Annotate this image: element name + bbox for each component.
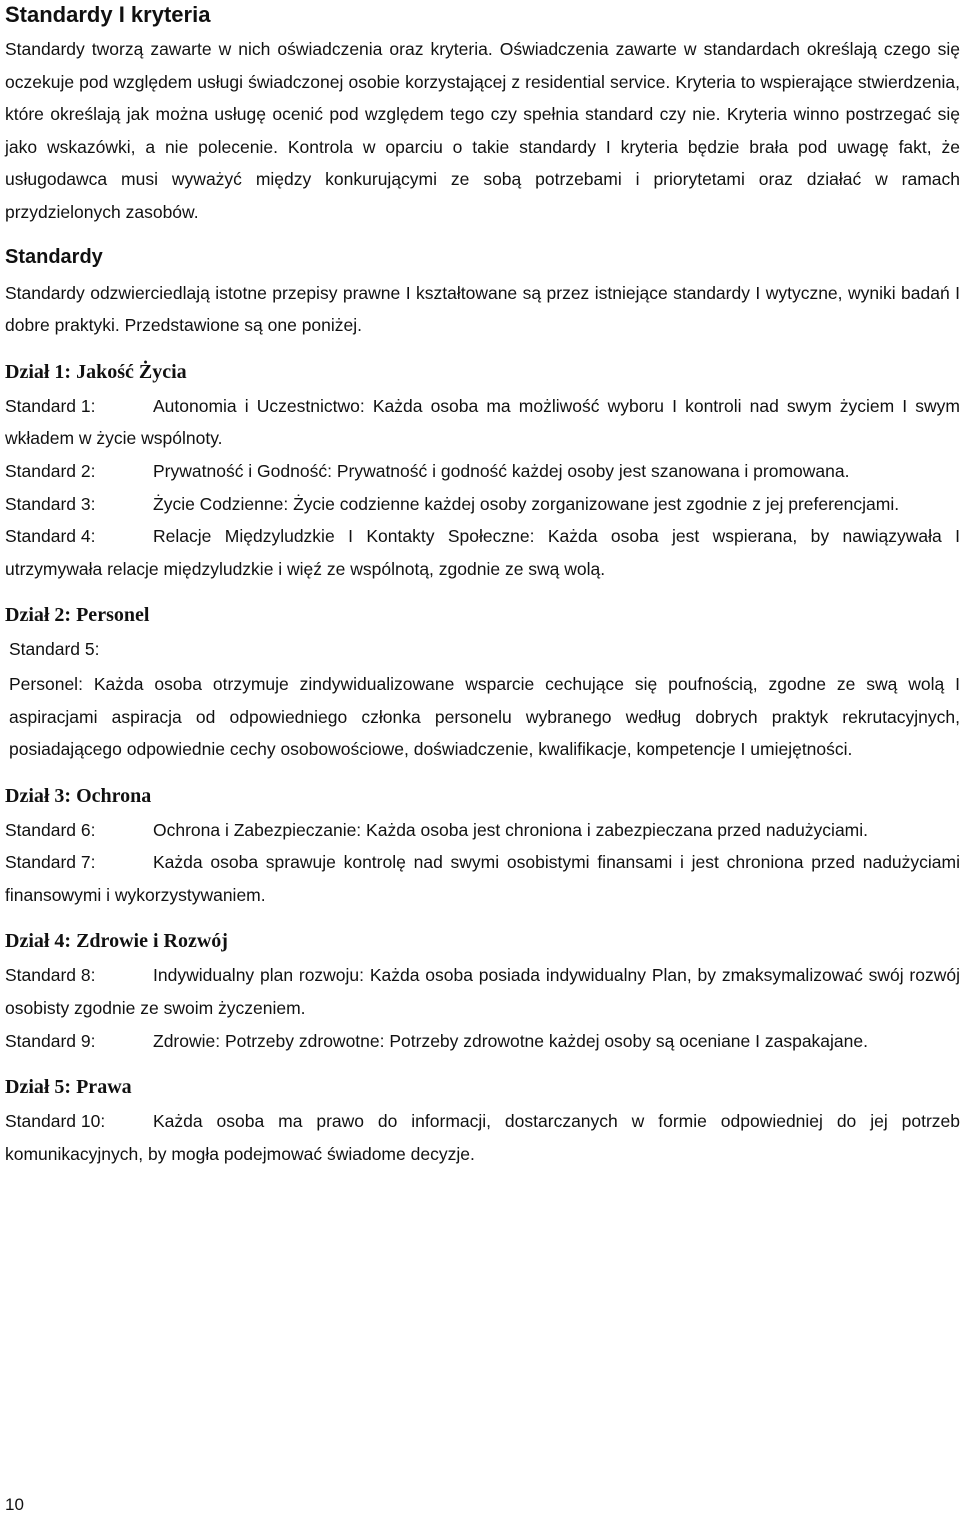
- standard-item: [5, 1105, 960, 1170]
- section-heading: Dział 3: Ochrona: [5, 784, 152, 807]
- standard-text: Relacje Międzyludzkie I Kontakty Społeczne: Każda osoba jest wspierana, by nawiązywała I utrzymywała relacje międzyludzkie i więź ze wspólnotą, zgodnie ze swą wolą.: [5, 526, 960, 579]
- standard-label: Standard 8:: [5, 965, 96, 986]
- standard-label: Standard 10:: [5, 1111, 106, 1132]
- standard-item: [5, 488, 960, 521]
- standard-text: Życie Codzienne: Życie codzienne każdej osoby zorganizowane jest zgodnie z jej preferencjami.: [153, 493, 900, 514]
- standard-label: Standard 6:: [5, 819, 96, 840]
- standard-label: Standard 5:: [9, 639, 100, 660]
- standard-label: Standard 2:: [5, 460, 96, 481]
- standard-item: [5, 1025, 960, 1058]
- standard-item: [5, 520, 960, 585]
- standardy-heading: Standardy: [5, 245, 103, 268]
- standard-text: Ochrona i Zabezpieczanie: Każda osoba jest chroniona i zabezpieczana przed nadużyciami.: [153, 819, 869, 840]
- standard-text: Autonomia i Uczestnictwo: Każda osoba ma możliwość wyboru I kontroli nad swym życiem I swym wkładem w życie wspólnoty.: [5, 395, 960, 449]
- standard-text: Personel: Każda osoba otrzymuje zindywidualizowane wsparcie cechujące się poufnością, zgodne ze swą wolą I aspiracjami aspiracja od odpowiedniego członka personelu wybranego według dobrych praktyk rekrutacyjnych, posiadającego odpowiednie cechy osobowościowe, doświadczenie, kwalifikacje, kompetencje I umiejętności.: [9, 673, 960, 760]
- standard-text: Każda osoba sprawuje kontrolę nad swymi osobistymi finansami i jest chroniona przed nadużyciami finansowymi i wykorzystywaniem.: [5, 852, 960, 905]
- section-heading: Dział 5: Prawa: [5, 1076, 132, 1099]
- standard-label: Standard 4:: [5, 526, 96, 547]
- standard-item: [5, 846, 960, 911]
- standard-item: [5, 455, 960, 488]
- page-title: Standardy I kryteria: [5, 2, 211, 27]
- standard-item: [5, 959, 960, 1024]
- standard-item: [5, 814, 960, 847]
- standardy-paragraph: Standardy odzwierciedlają istotne przepisy prawne I kształtowane są przez istniejące standardy I wytyczne, wyniki badań I dobre praktyki. Przedstawione są one poniżej.: [5, 282, 960, 336]
- standard-text: Indywidualny plan rozwoju: Każda osoba posiada indywidualny Plan, by zmaksymalizować swój rozwój osobisty zgodnie ze swoim życzeniem.: [5, 965, 960, 1019]
- document-page: [5, 0, 960, 1170]
- intro-paragraph: Standardy tworzą zawarte w nich oświadczenia oraz kryteria. Oświadczenia zawarte w standardach określają czego się oczekuje pod względem usługi świadczonej osobie korzystającej z residential service. Kryteria to wspierające stwierdzenia, które określają jak można usługę ocenić pod względem tego czy spełnia standard czy nie. Kryteria winno postrzegać się jako wskazówki, a nie polecenie. Kontrola w oparciu o takie standardy I kryteria będzie brała pod uwagę fakt, że usługodawca musi wyważyć między konkurującymi ze sobą potrzebami i priorytetami oraz działać w ramach przydzielonych zasobów.: [5, 39, 960, 222]
- standard-item: [5, 390, 960, 455]
- page-number: 10: [5, 1495, 24, 1514]
- standard-text: Każda osoba ma prawo do informacji, dostarczanych w formie odpowiedniej do jej potrzeb komunikacyjnych, by mogła podejmować świadome decyzje.: [5, 1111, 960, 1164]
- standard-label: Standard 3:: [5, 493, 96, 514]
- standard-label: Standard 7:: [5, 852, 96, 873]
- standard-text: Prywatność i Godność: Prywatność i godność każdej osoby jest szanowana i promowana.: [153, 460, 850, 481]
- standard-label: Standard 1:: [5, 395, 96, 416]
- standard-text: Zdrowie: Potrzeby zdrowotne: Potrzeby zdrowotne każdej osoby są oceniane I zaspakajane.: [153, 1030, 868, 1051]
- section-heading: Dział 1: Jakość Życia: [5, 360, 187, 383]
- section-heading: Dział 4: Zdrowie i Rozwój: [5, 930, 228, 953]
- section-heading: Dział 2: Personel: [5, 604, 150, 627]
- standard-label: Standard 9:: [5, 1030, 96, 1051]
